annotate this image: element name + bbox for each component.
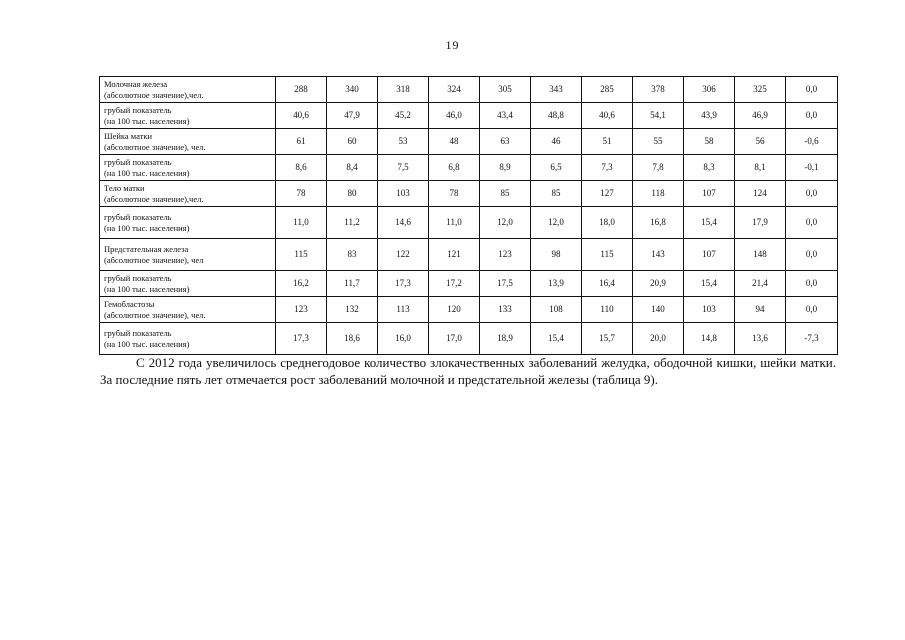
table-cell: 11,2 bbox=[327, 207, 378, 239]
table-cell: 8,9 bbox=[480, 155, 531, 181]
table-cell: 378 bbox=[633, 77, 684, 103]
table-cell: 11,0 bbox=[429, 207, 480, 239]
table-row bbox=[100, 239, 838, 271]
table-cell: 103 bbox=[378, 181, 429, 207]
table-cell: 13,6 bbox=[735, 323, 786, 355]
table-cell: 48 bbox=[429, 129, 480, 155]
row-label-subtitle: (на 100 тыс. населения) bbox=[104, 167, 190, 178]
table-cell: 78 bbox=[276, 181, 327, 207]
table-cell: 127 bbox=[582, 181, 633, 207]
table-cell: 17,5 bbox=[480, 271, 531, 297]
table-cell: 18,9 bbox=[480, 323, 531, 355]
table-cell: 15,4 bbox=[684, 271, 735, 297]
table-cell: 0,0 bbox=[786, 77, 838, 103]
row-label-title: грубый показатель bbox=[104, 272, 172, 283]
table-row bbox=[100, 207, 838, 239]
table-cell: 123 bbox=[276, 297, 327, 323]
row-label-cell bbox=[100, 181, 276, 207]
row-label-subtitle: (на 100 тыс. населения) bbox=[104, 115, 190, 126]
table-cell: 60 bbox=[327, 129, 378, 155]
table-row bbox=[100, 77, 838, 103]
table-cell: 85 bbox=[480, 181, 531, 207]
table-cell: 78 bbox=[429, 181, 480, 207]
table-cell: -0,1 bbox=[786, 155, 838, 181]
table-cell: 17,3 bbox=[378, 271, 429, 297]
table-cell: 120 bbox=[429, 297, 480, 323]
statistics-table bbox=[99, 76, 838, 355]
table-cell: 51 bbox=[582, 129, 633, 155]
table-cell: -0,6 bbox=[786, 129, 838, 155]
table-cell: 140 bbox=[633, 297, 684, 323]
table-cell: 11,0 bbox=[276, 207, 327, 239]
table-cell: 17,2 bbox=[429, 271, 480, 297]
table-cell: 98 bbox=[531, 239, 582, 271]
row-label-cell bbox=[100, 207, 276, 239]
row-label-cell bbox=[100, 239, 276, 271]
table-cell: 6,8 bbox=[429, 155, 480, 181]
table-cell: 45,2 bbox=[378, 103, 429, 129]
table-cell: 0,0 bbox=[786, 271, 838, 297]
table-row bbox=[100, 271, 838, 297]
table-cell: 17,3 bbox=[276, 323, 327, 355]
table-cell: 121 bbox=[429, 239, 480, 271]
row-label-title: грубый показатель bbox=[104, 104, 172, 115]
table-cell: 0,0 bbox=[786, 207, 838, 239]
table-row bbox=[100, 181, 838, 207]
table-cell: 55 bbox=[633, 129, 684, 155]
table-cell: 17,9 bbox=[735, 207, 786, 239]
table-cell: 16,4 bbox=[582, 271, 633, 297]
table-cell: 43,9 bbox=[684, 103, 735, 129]
row-label-subtitle: (на 100 тыс. населения) bbox=[104, 283, 190, 294]
table-cell: 11,7 bbox=[327, 271, 378, 297]
table-cell: 14,8 bbox=[684, 323, 735, 355]
table-cell: 143 bbox=[633, 239, 684, 271]
table-cell: 46 bbox=[531, 129, 582, 155]
table-row bbox=[100, 129, 838, 155]
table-cell: 12,0 bbox=[531, 207, 582, 239]
table-cell: 118 bbox=[633, 181, 684, 207]
table-cell: 16,8 bbox=[633, 207, 684, 239]
table-cell: 18,0 bbox=[582, 207, 633, 239]
body-paragraph: С 2012 года увеличилось среднегодовое количество злокачественных заболеваний желудка, ободочной кишки, шейки матки. За последние пять лет отмечается рост заболеваний молочной и предстательной железы (таблица 9). bbox=[100, 355, 836, 387]
table-cell: 0,0 bbox=[786, 181, 838, 207]
page-number: 19 bbox=[445, 38, 460, 52]
row-label-cell bbox=[100, 271, 276, 297]
row-label-title: Шейка матки bbox=[104, 130, 153, 141]
row-label-cell bbox=[100, 129, 276, 155]
row-label-cell bbox=[100, 103, 276, 129]
table-cell: 113 bbox=[378, 297, 429, 323]
table-cell: 83 bbox=[327, 239, 378, 271]
table-cell: 17,0 bbox=[429, 323, 480, 355]
row-label-cell bbox=[100, 297, 276, 323]
table-cell: 63 bbox=[480, 129, 531, 155]
table-cell: 21,4 bbox=[735, 271, 786, 297]
row-label-title: грубый показатель bbox=[104, 327, 172, 338]
table-cell: 123 bbox=[480, 239, 531, 271]
row-label-title: Молочная железа bbox=[104, 78, 168, 89]
table-cell: 15,7 bbox=[582, 323, 633, 355]
table-row bbox=[100, 297, 838, 323]
row-label-title: Гемобластозы bbox=[104, 298, 155, 309]
row-label-subtitle: (абсолютное значение), чел. bbox=[104, 309, 206, 320]
row-label-subtitle: (абсолютное значение), чел bbox=[104, 254, 204, 265]
table-row bbox=[100, 323, 838, 355]
row-label-subtitle: (на 100 тыс. населения) bbox=[104, 338, 190, 349]
table-cell: 107 bbox=[684, 239, 735, 271]
table-cell: 7,5 bbox=[378, 155, 429, 181]
row-label-subtitle: (на 100 тыс. населения) bbox=[104, 222, 190, 233]
table-cell: 0,0 bbox=[786, 239, 838, 271]
table-cell: 94 bbox=[735, 297, 786, 323]
row-label-subtitle: (абсолютное значение),чел. bbox=[104, 89, 204, 100]
table-cell: 56 bbox=[735, 129, 786, 155]
table-cell: 306 bbox=[684, 77, 735, 103]
row-label-title: грубый показатель bbox=[104, 211, 172, 222]
table-cell: 20,0 bbox=[633, 323, 684, 355]
row-label-cell bbox=[100, 155, 276, 181]
table-cell: 132 bbox=[327, 297, 378, 323]
table-cell: -7,3 bbox=[786, 323, 838, 355]
row-label-cell bbox=[100, 323, 276, 355]
table-cell: 285 bbox=[582, 77, 633, 103]
table-cell: 133 bbox=[480, 297, 531, 323]
table-cell: 16,2 bbox=[276, 271, 327, 297]
row-label-title: грубый показатель bbox=[104, 156, 172, 167]
table-cell: 53 bbox=[378, 129, 429, 155]
table-cell: 148 bbox=[735, 239, 786, 271]
table-cell: 46,9 bbox=[735, 103, 786, 129]
row-label-subtitle: (абсолютное значение), чел. bbox=[104, 141, 206, 152]
table-cell: 40,6 bbox=[582, 103, 633, 129]
table-cell: 103 bbox=[684, 297, 735, 323]
table-cell: 48,8 bbox=[531, 103, 582, 129]
table-cell: 61 bbox=[276, 129, 327, 155]
table-cell: 12,0 bbox=[480, 207, 531, 239]
table-cell: 107 bbox=[684, 181, 735, 207]
table-cell: 6,5 bbox=[531, 155, 582, 181]
table-cell: 18,6 bbox=[327, 323, 378, 355]
table-cell: 85 bbox=[531, 181, 582, 207]
row-label-cell bbox=[100, 77, 276, 103]
table-cell: 110 bbox=[582, 297, 633, 323]
table-cell: 13,9 bbox=[531, 271, 582, 297]
table-cell: 15,4 bbox=[684, 207, 735, 239]
table-cell: 8,4 bbox=[327, 155, 378, 181]
table-row bbox=[100, 155, 838, 181]
table-cell: 318 bbox=[378, 77, 429, 103]
row-label-title: Предстательная железа bbox=[104, 243, 189, 254]
table-cell: 46,0 bbox=[429, 103, 480, 129]
table-cell: 8,3 bbox=[684, 155, 735, 181]
table-cell: 0,0 bbox=[786, 103, 838, 129]
table-cell: 288 bbox=[276, 77, 327, 103]
table-cell: 58 bbox=[684, 129, 735, 155]
table-cell: 15,4 bbox=[531, 323, 582, 355]
table-cell: 340 bbox=[327, 77, 378, 103]
table-cell: 324 bbox=[429, 77, 480, 103]
table-cell: 80 bbox=[327, 181, 378, 207]
table-cell: 20,9 bbox=[633, 271, 684, 297]
table-cell: 43,4 bbox=[480, 103, 531, 129]
table-cell: 115 bbox=[582, 239, 633, 271]
table-cell: 14,6 bbox=[378, 207, 429, 239]
table-row bbox=[100, 103, 838, 129]
table-cell: 108 bbox=[531, 297, 582, 323]
table-cell: 40,6 bbox=[276, 103, 327, 129]
table-cell: 7,3 bbox=[582, 155, 633, 181]
table-cell: 47,9 bbox=[327, 103, 378, 129]
table-cell: 305 bbox=[480, 77, 531, 103]
table-cell: 325 bbox=[735, 77, 786, 103]
table-body bbox=[100, 77, 838, 355]
row-label-title: Тело матки bbox=[104, 182, 145, 193]
table-cell: 16,0 bbox=[378, 323, 429, 355]
table-cell: 0,0 bbox=[786, 297, 838, 323]
table-cell: 54,1 bbox=[633, 103, 684, 129]
table-cell: 115 bbox=[276, 239, 327, 271]
table-cell: 122 bbox=[378, 239, 429, 271]
row-label-subtitle: (абсолютное значение),чел. bbox=[104, 193, 204, 204]
table-cell: 7,8 bbox=[633, 155, 684, 181]
table-cell: 343 bbox=[531, 77, 582, 103]
table-cell: 8,1 bbox=[735, 155, 786, 181]
table-cell: 8,6 bbox=[276, 155, 327, 181]
table-cell: 124 bbox=[735, 181, 786, 207]
